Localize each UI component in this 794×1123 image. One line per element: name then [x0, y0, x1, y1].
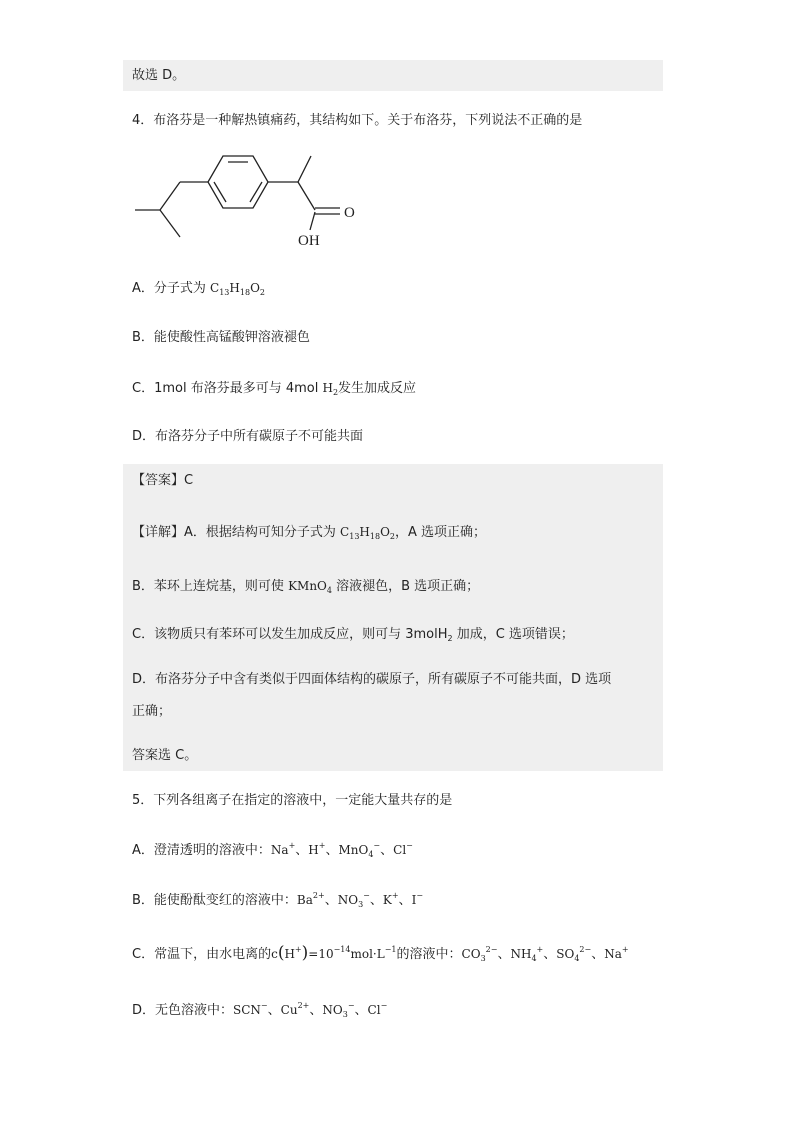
- q4-detail-b: B．苯环上连烷基，则可使 KMnO$_4$ 溶液褪色，B 选项正确；: [132, 579, 480, 595]
- oxygen-label: O: [344, 205, 355, 221]
- answer-section-shade: [123, 464, 663, 771]
- q4-detail-a: 【详解】A．根据结构可知分子式为 $C_{13}H_{18}O_2$，A 选项正确；: [132, 525, 487, 541]
- q4-detail-d-line2: 正确；: [132, 704, 172, 719]
- bond-c-oh: [310, 212, 315, 230]
- ring-double-bond-2: [250, 182, 262, 202]
- q4-option-a: A．分子式为 $C_{13}H_{18}O_2$: [132, 281, 265, 297]
- prev-answer-text: 故选 D。: [132, 68, 186, 83]
- q4-option-b: B．能使酸性高锰酸钾溶液褪色: [132, 330, 310, 345]
- q4-detail-d-line1: D．布洛芬分子中含有类似于四面体结构的碳原子，所有碳原子不可能共面，D 选项: [132, 672, 612, 687]
- q5-option-a: A．澄清透明的溶液中：Na+、H+、MnO$_4$−、Cl−: [132, 841, 413, 859]
- hydroxyl-label: OH: [298, 233, 320, 249]
- q4-conclusion: 答案选 C。: [132, 748, 198, 763]
- q4-option-c: C．1mol 布洛芬最多可与 4mol $H_2$发生加成反应: [132, 381, 417, 397]
- ring-double-bond-3: [214, 182, 226, 202]
- q5-option-b: B．能使酚酞变红的溶液中：$Ba^{2+}$、$NO_3^-$、K+、I−: [132, 891, 424, 909]
- q4-option-d: D．布洛芬分子中所有碳原子不可能共面: [132, 429, 364, 444]
- benzene-ring: [208, 156, 268, 208]
- q5-option-d: D．无色溶液中：SCN−、$Cu^{2+}$、$NO_3^-$、Cl−: [132, 1001, 388, 1019]
- q4-answer: 【答案】C: [132, 473, 194, 488]
- bond-isobutyl-2: [160, 210, 180, 237]
- bond-methyl: [298, 156, 311, 182]
- bond-isobutyl-3: [160, 182, 180, 210]
- q4-stem: 4．布洛芬是一种解热镇痛药，其结构如下。关于布洛芬，下列说法不正确的是: [132, 113, 583, 128]
- q5-option-c: C．常温下，由水电离的$c(H^+)=10^{-14}mol\cdot L^{-1}$的溶液中：$CO_3^{2-}$、$NH_4^+$、$SO_4^{2-}$、Na+: [132, 943, 629, 963]
- prev-answer-shade: [123, 60, 663, 91]
- ibuprofen-structure: [130, 140, 370, 255]
- q4-detail-c: C．该物质只有苯环可以发生加成反应，则可与 3molH$_2$ 加成，C 选项错误；: [132, 627, 574, 643]
- q5-stem: 5．下列各组离子在指定的溶液中，一定能大量共存的是: [132, 793, 453, 808]
- bond-ch-cooh: [298, 182, 315, 210]
